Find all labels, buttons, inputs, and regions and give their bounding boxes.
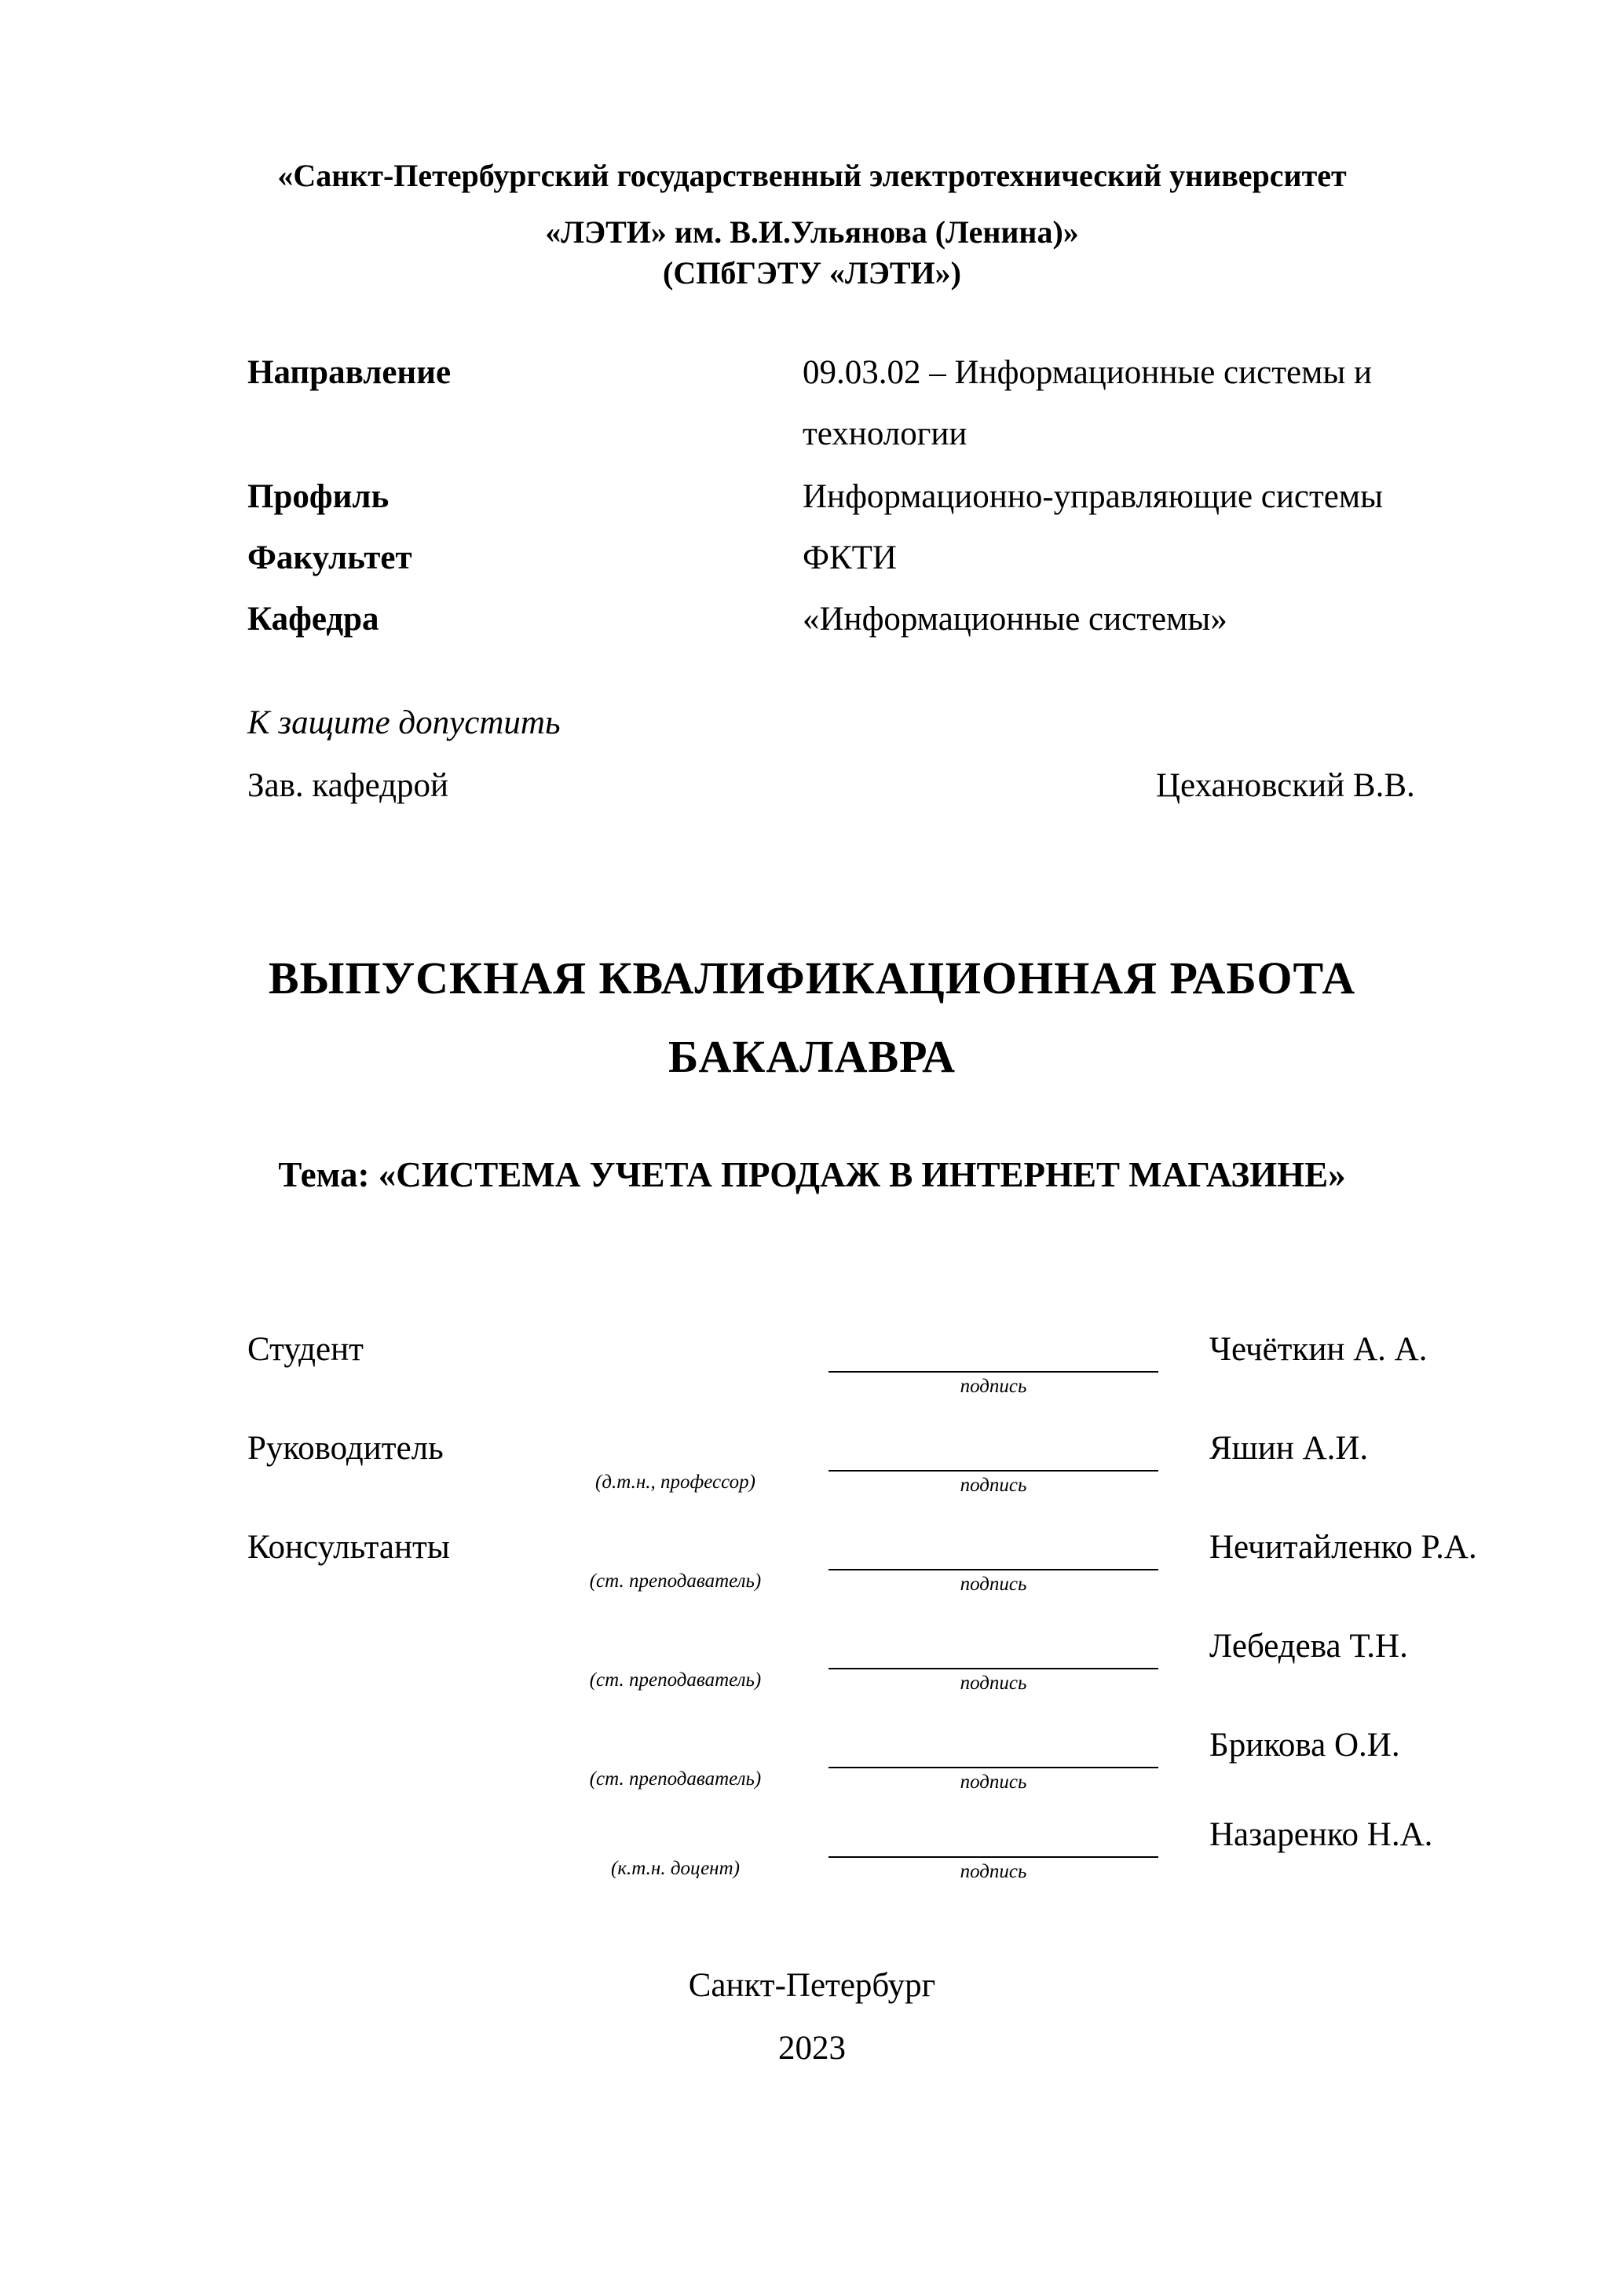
supervisor-signature-line — [828, 1470, 1158, 1472]
consultant-name: Нечитайленко Р.А. — [1209, 1529, 1477, 1566]
consultant-signature-line — [828, 1767, 1158, 1768]
work-title-line2: БАКАЛАВРА — [668, 1031, 956, 1082]
head-of-department-label: Зав. кафедрой — [247, 767, 449, 804]
university-name-line2: «ЛЭТИ» им. В.И.Ульянова (Ленина)» — [545, 214, 1079, 250]
university-name-line1: «Санкт-Петербургский государственный электротехнический университет — [277, 158, 1347, 193]
student-label: Студент — [247, 1331, 364, 1368]
consultant-signature-caption: подпись — [960, 1673, 1027, 1694]
direction-label: Направление — [247, 354, 452, 391]
supervisor-name: Яшин А.И. — [1209, 1430, 1369, 1467]
consultant-signature-caption: подпись — [960, 1574, 1027, 1595]
consultant-name: Назаренко Н.А. — [1209, 1816, 1433, 1853]
consultants-label: Консультанты — [247, 1529, 450, 1566]
consultant-title: (ст. преподаватель) — [589, 1768, 762, 1790]
work-theme: Тема: «СИСТЕМА УЧЕТА ПРОДАЖ В ИНТЕРНЕТ МАГАЗИНЕ» — [278, 1155, 1346, 1194]
year: 2023 — [778, 2030, 846, 2067]
department-label: Кафедра — [247, 601, 379, 638]
admit-to-defense: К защите допустить — [247, 704, 561, 741]
direction-value-line2: технологии — [803, 415, 967, 452]
consultant-signature-caption: подпись — [960, 1771, 1027, 1793]
faculty-value: ФКТИ — [803, 539, 897, 576]
student-signature-caption: подпись — [960, 1376, 1027, 1397]
consultant-title: (к.т.н. доцент) — [611, 1858, 740, 1879]
supervisor-signature-caption: подпись — [960, 1475, 1027, 1496]
consultant-signature-caption: подпись — [960, 1861, 1027, 1882]
consultant-title: (ст. преподаватель) — [589, 1669, 762, 1691]
direction-value-line1: 09.03.02 – Информационные системы и — [803, 354, 1372, 391]
consultant-signature-line — [828, 1668, 1158, 1669]
supervisor-label: Руководитель — [247, 1430, 444, 1467]
work-title-line1: ВЫПУСКНАЯ КВАЛИФИКАЦИОННАЯ РАБОТА — [268, 952, 1356, 1004]
consultant-signature-line — [828, 1856, 1158, 1858]
consultant-name: Лебедева Т.Н. — [1209, 1628, 1408, 1665]
consultant-signature-line — [828, 1569, 1158, 1570]
university-abbreviation: (СПбГЭТУ «ЛЭТИ») — [663, 255, 961, 291]
faculty-label: Факультет — [247, 539, 412, 576]
profile-value: Информационно-управляющие системы — [803, 478, 1383, 515]
department-value: «Информационные системы» — [803, 601, 1227, 638]
consultant-title: (ст. преподаватель) — [589, 1570, 762, 1592]
consultant-name: Брикова О.И. — [1209, 1727, 1400, 1764]
student-name: Чечёткин А. А. — [1209, 1331, 1428, 1368]
supervisor-title: (д.т.н., профессор) — [595, 1472, 755, 1493]
city: Санкт-Петербург — [688, 1967, 936, 2004]
head-of-department-name: Цехановский В.В. — [1156, 767, 1415, 804]
profile-label: Профиль — [247, 478, 390, 515]
student-signature-line — [828, 1371, 1158, 1373]
